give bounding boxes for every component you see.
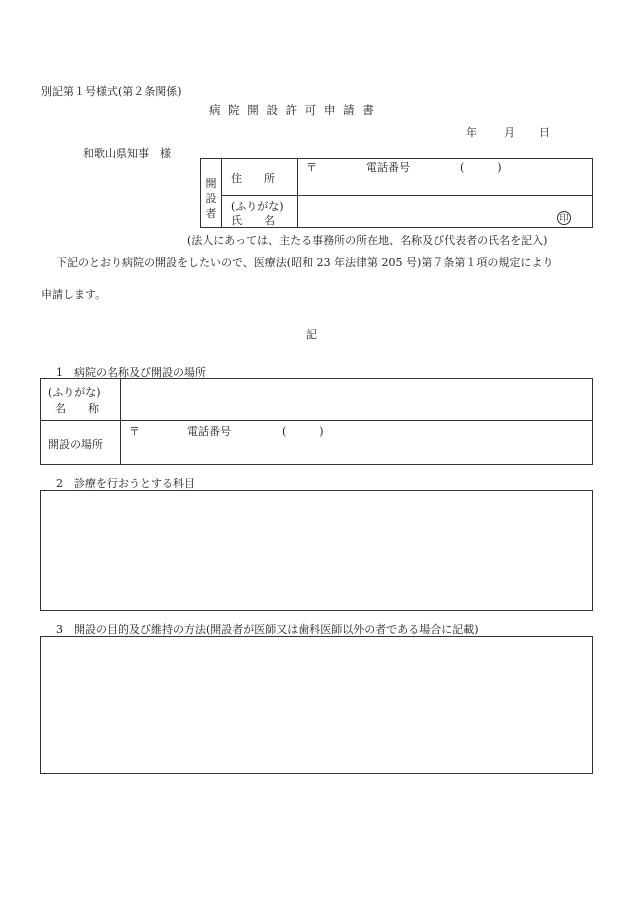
section1-divider-v	[120, 378, 121, 465]
applicant-note: (法人にあっては、主たる事務所の所在地、名称及び代表者の氏名を記入)	[187, 234, 548, 247]
applicant-side-label: 開 設 者	[205, 177, 217, 220]
phone-label: 電話番号	[366, 161, 410, 174]
furigana-label: (ふりがな)	[231, 200, 284, 213]
intro-line-1: 下記のとおり病院の開設をしたいので、医療法(昭和 23 年法律第 205 号)第７条第１項の規定により	[56, 256, 554, 269]
section1-phone-label: 電話番号	[187, 425, 231, 438]
date-year: 年	[466, 126, 477, 139]
intro-line-2: 申請します。	[41, 288, 107, 301]
form-title: 病 院 開 設 許 可 申 請 書	[209, 103, 376, 117]
section1-frame	[40, 378, 593, 465]
phone-paren: ( )	[460, 161, 502, 174]
section1-place-label: 開設の場所	[48, 438, 103, 451]
date-day: 日	[539, 126, 550, 139]
addressee: 和歌山県知事 様	[83, 147, 171, 160]
section1-postal-mark: 〒	[129, 425, 140, 438]
section3-box[interactable]	[40, 636, 593, 774]
section2-heading: 2 診療を行おうとする科目	[56, 477, 195, 490]
section1-heading: 1 病院の名称及び開設の場所	[56, 366, 206, 379]
seal-icon: 印	[557, 211, 571, 225]
applicant-divider-side	[221, 158, 222, 228]
section1-phone-paren: ( )	[282, 425, 324, 438]
address-label: 住 所	[231, 172, 275, 185]
section2-box[interactable]	[40, 490, 593, 611]
applicant-divider-row	[221, 195, 593, 196]
section1-furigana-label: (ふりがな)	[48, 386, 101, 399]
section1-divider-h	[40, 420, 593, 421]
applicant-divider-label	[297, 158, 298, 228]
section1-name-label: 名 称	[55, 402, 99, 415]
form-number: 別記第１号様式(第２条関係)	[41, 85, 182, 98]
ki-mark: 記	[306, 328, 317, 341]
name-label: 氏 名	[231, 214, 275, 227]
date-month: 月	[504, 126, 515, 139]
section3-heading: 3 開設の目的及び維持の方法(開設者が医師又は歯科医師以外の者である場合に記載)	[56, 623, 479, 636]
postal-mark: 〒	[306, 161, 317, 174]
